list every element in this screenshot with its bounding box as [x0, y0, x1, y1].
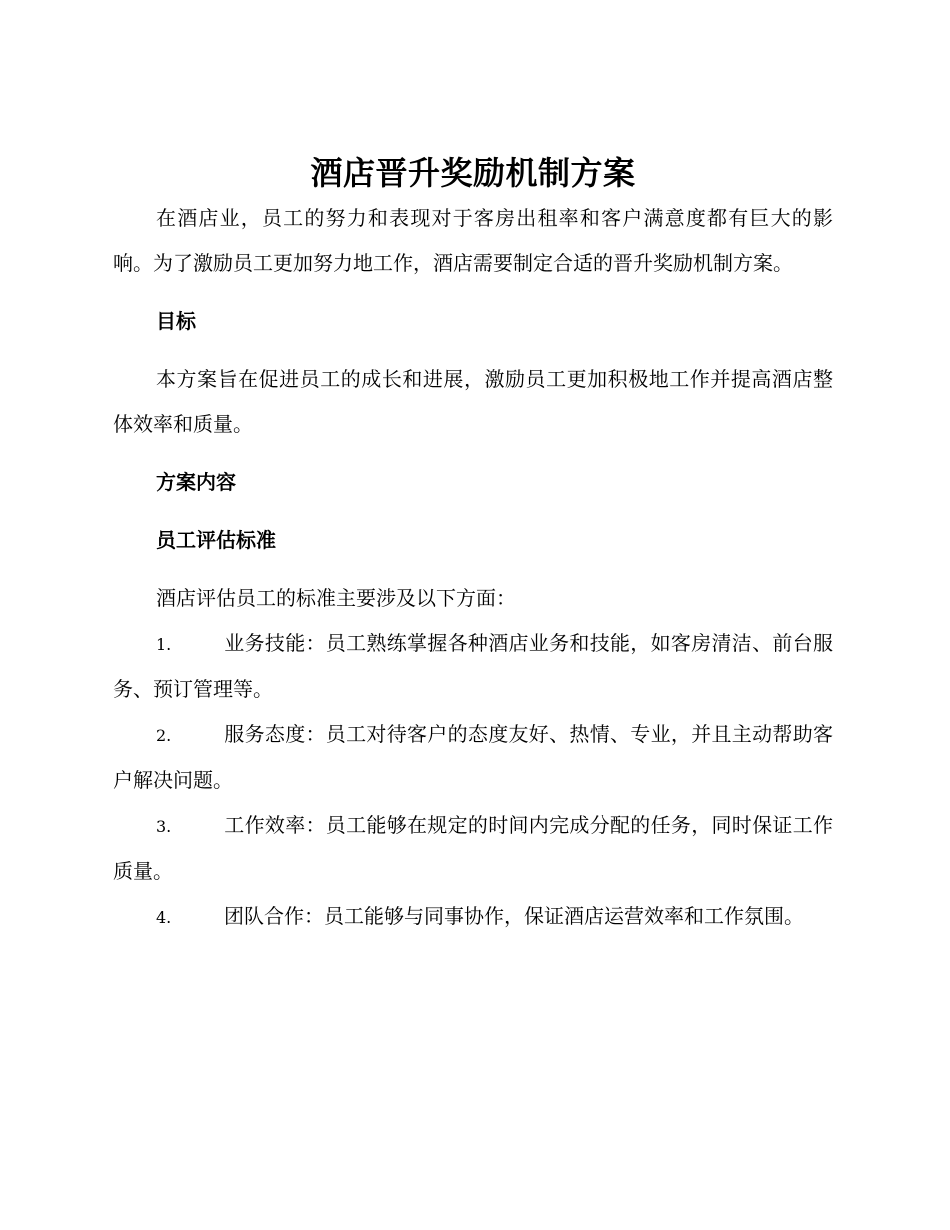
plan-heading: 方案内容: [156, 470, 236, 494]
list-number: 3.: [156, 817, 172, 836]
list-item-text: 服务态度：员工对待客户的态度友好、热情、专业，并且主动帮助客户解决问题。: [113, 722, 833, 792]
criteria-item-4: [113, 894, 833, 940]
criteria-item-2: [113, 712, 833, 803]
list-item-text: 业务技能：员工熟练掌握各种酒店业务和技能，如客房清洁、前台服务、预订管理等。: [113, 631, 833, 701]
list-number: 2.: [156, 726, 172, 745]
goal-heading: 目标: [156, 309, 196, 333]
intro-paragraph: 在酒店业，员工的努力和表现对于客房出租率和客户满意度都有巨大的影响。为了激励员工更加努力地工作，酒店需要制定合适的晋升奖励机制方案。: [113, 206, 833, 275]
goal-paragraph: 本方案旨在促进员工的成长和进展，激励员工更加积极地工作并提高酒店整体效率和质量。: [113, 367, 833, 436]
criteria-item-1: [113, 621, 833, 712]
list-number: 1.: [156, 635, 172, 654]
document-title: 酒店晋升奖励机制方案: [310, 154, 636, 192]
list-item-text: 工作效率：员工能够在规定的时间内完成分配的任务，同时保证工作质量。: [113, 813, 833, 883]
list-item-text: 团队合作：员工能够与同事协作，保证酒店运营效率和工作氛围。: [224, 904, 804, 928]
document-body: [113, 150, 833, 940]
criteria-item-3: [113, 803, 833, 894]
list-number: 4.: [156, 908, 172, 927]
evaluation-intro: 酒店评估员工的标准主要涉及以下方面：: [156, 586, 516, 610]
evaluation-heading: 员工评估标准: [156, 528, 276, 552]
